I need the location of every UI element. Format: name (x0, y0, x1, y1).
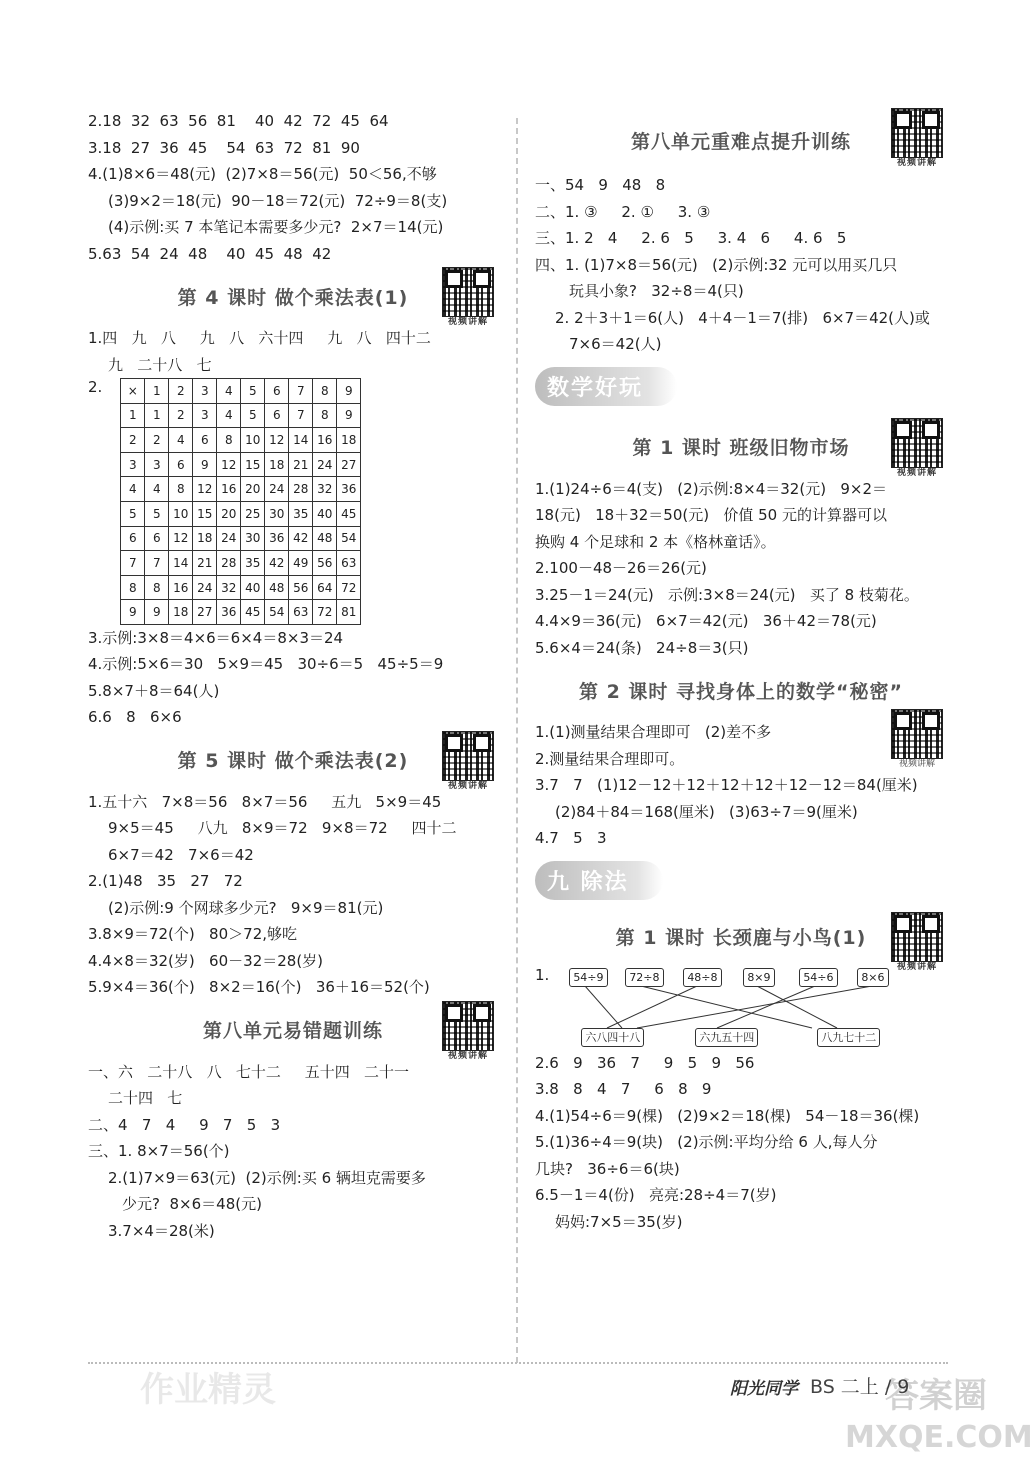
table-cell: 8 (313, 379, 337, 404)
table-cell: 10 (241, 428, 265, 453)
answer-line: 2.100－48－26＝26(元) (535, 559, 707, 577)
match-box-top: 72÷8 (625, 968, 663, 987)
answer-line: 一、六 二十八 八 七十二 五十四 二十一 (88, 1062, 410, 1081)
table-cell: 32 (217, 575, 241, 600)
table-cell: 63 (289, 600, 313, 625)
table-cell: 63 (337, 551, 361, 576)
section-heading-lesson4 (88, 267, 498, 325)
banner-title: 数学好玩 (535, 367, 677, 406)
qr-code-icon[interactable] (442, 1001, 494, 1061)
qr-label: 视频讲解 (896, 961, 937, 972)
table-cell: 4 (217, 379, 241, 404)
answer-line: 3.18 27 36 45 54 63 72 81 90 (88, 138, 360, 157)
table-cell: 42 (265, 551, 289, 576)
table-cell: 4 (145, 477, 169, 502)
match-line (585, 986, 622, 1028)
answer-line: 1.(1)测量结果合理即可 (2)差不多 (535, 723, 772, 741)
section-heading-fun1 (535, 418, 947, 476)
answer-line: 换购 4 个足球和 2 本《格林童话》。 (535, 532, 776, 551)
table-cell: 30 (265, 501, 289, 526)
section-title: 第八单元重难点提升训练 (630, 130, 851, 153)
table-row (121, 379, 361, 404)
answer-line: 二十四 七 (108, 1089, 183, 1108)
table-cell: 6 (265, 403, 289, 428)
table-row (121, 501, 361, 526)
table-row (121, 403, 361, 428)
table-row (121, 551, 361, 576)
answer-line: 5.8×7＋8＝64(人) (88, 681, 220, 700)
answer-line: (4)示例:买 7 本笔记本需要多少元? 2×7＝14(元) (108, 218, 444, 236)
table-cell: 18 (265, 452, 289, 477)
answer-line: 4.7 5 3 (535, 829, 607, 847)
fun2-answers (535, 719, 947, 852)
section-title: 第 2 课时 寻找身体上的数学“秘密” (578, 680, 904, 703)
match-line (637, 986, 872, 1028)
answer-line: (3)9×2＝18(元) 90－18＝72(元) 72÷9＝8(支) (108, 191, 448, 210)
table-cell: 40 (241, 575, 265, 600)
table-cell: 5 (145, 501, 169, 526)
table-cell: 27 (337, 452, 361, 477)
matching-question (535, 962, 947, 1050)
table-cell: 6 (145, 526, 169, 551)
multiplication-table-block (88, 378, 498, 625)
banner-title: 九 除法 (535, 861, 663, 900)
answer-line: 少元? 8×6＝48(元) (122, 1195, 262, 1214)
answer-line: 6.6 8 6×6 (88, 708, 182, 727)
match-box-bottom: 八九七十二 (817, 1028, 880, 1047)
table-cell: 12 (217, 452, 241, 477)
table-cell: 36 (337, 477, 361, 502)
table-cell: 2 (169, 403, 193, 428)
table-cell: 7 (121, 551, 145, 576)
answer-line: 二、1. ③ 2. ① 3. ③ (535, 202, 711, 221)
table-cell: 24 (217, 526, 241, 551)
section-title: 第 1 课时 班级旧物市场 (632, 437, 850, 459)
answer-line: 3.8×9＝72(个) 80＞72,够吃 (88, 925, 298, 944)
qr-label: 视频讲解 (447, 780, 488, 791)
match-line (757, 986, 837, 1028)
table-cell: 10 (169, 501, 193, 526)
qr-label: 视频讲解 (896, 467, 937, 478)
table-cell: 8 (145, 575, 169, 600)
table-cell: 48 (313, 526, 337, 551)
table-cell: 30 (241, 526, 265, 551)
answer-line: 九 二十八 七 (108, 355, 212, 374)
table-cell: 21 (289, 452, 313, 477)
answer-line: 3.示例:3×8＝4×6＝6×4＝8×3＝24 (88, 628, 344, 647)
qr-code-icon[interactable] (891, 912, 943, 972)
table-cell: 6 (265, 379, 289, 404)
table-cell: 8 (313, 403, 337, 428)
table-cell: 1 (145, 379, 169, 404)
section-banner-division (535, 856, 947, 906)
table-cell: 7 (289, 403, 313, 428)
match-line (607, 986, 697, 1028)
table-cell: 14 (289, 428, 313, 453)
table-cell: 28 (289, 477, 313, 502)
table-row (121, 526, 361, 551)
match-box-top: 8×9 (743, 968, 774, 987)
table-cell: 24 (313, 452, 337, 477)
table-cell: 12 (265, 428, 289, 453)
table-cell: 20 (241, 477, 265, 502)
match-box-bottom: 六九五十四 (695, 1028, 758, 1047)
table-cell: 54 (337, 526, 361, 551)
table-cell: 16 (217, 477, 241, 502)
table-cell: 54 (265, 600, 289, 625)
match-box-bottom: 六八四十八 (581, 1028, 644, 1047)
page-number: BS 二上 / 9 (810, 1376, 910, 1398)
table-cell: 3 (193, 403, 217, 428)
answer-line: 1.(1)24÷6＝4(支) (2)示例:8×4＝32(元) 9×2＝ (535, 479, 888, 498)
table-cell: 2 (121, 428, 145, 453)
table-cell: 45 (241, 600, 265, 625)
answer-line: 玩具小象? 32÷8＝4(只) (569, 282, 744, 300)
qr-code-icon[interactable] (891, 709, 943, 769)
qr-label: 视频讲解 (447, 1050, 488, 1061)
table-cell: 42 (289, 526, 313, 551)
table-cell: 56 (289, 575, 313, 600)
table-cell: 64 (313, 575, 337, 600)
answer-line: 3.7 7 (1)12－12＋12＋12＋12＋12－12＝84(厘米) (535, 776, 918, 794)
answer-line: 2. 2＋3＋1＝6(人) 4＋4－1＝7(排) 6×7＝42(人)或 (555, 308, 930, 327)
table-cell: 2 (169, 379, 193, 404)
table-cell: 72 (313, 600, 337, 625)
table-cell: 18 (193, 526, 217, 551)
answer-line: 3.25－1＝24(元) 示例:3×8＝24(元) 买了 8 枝菊花。 (535, 585, 919, 604)
table-cell: 56 (313, 551, 337, 576)
question-number: 2. (88, 378, 103, 396)
table-cell: 25 (241, 501, 265, 526)
table-cell: 3 (193, 379, 217, 404)
section-title: 第 5 课时 做个乘法表(2) (177, 750, 409, 773)
table-cell: 9 (121, 600, 145, 625)
answer-line: 4.(1)54÷6＝9(棵) (2)9×2＝18(棵) 54－18＝36(棵) (535, 1106, 920, 1125)
column-divider (516, 118, 518, 1363)
table-cell: × (121, 379, 145, 404)
answer-line: 2.(1)7×9＝63(元) (2)示例:买 6 辆坦克需要多 (108, 1168, 426, 1187)
section-title: 第 4 课时 做个乘法表(1) (177, 286, 409, 309)
table-row (121, 452, 361, 477)
answer-line: 四、1. (1)7×8＝56(元) (2)示例:32 元可以用买几只 (535, 255, 898, 274)
table-cell: 6 (121, 526, 145, 551)
answer-line: 几块? 36÷6＝6(块) (535, 1159, 680, 1178)
answer-line: 5.63 54 24 48 40 45 48 42 (88, 244, 332, 263)
table-cell: 16 (313, 428, 337, 453)
table-cell: 5 (121, 501, 145, 526)
table-cell: 72 (337, 575, 361, 600)
table-cell: 1 (121, 403, 145, 428)
table-cell: 4 (217, 403, 241, 428)
table-cell: 15 (241, 452, 265, 477)
section-banner-fun (535, 362, 947, 412)
answer-line: 4.4×8＝32(岁) 60－32＝28(岁) (88, 951, 324, 970)
watermark: 作业精灵 (140, 1370, 276, 1410)
qr-label: 视频讲解 (898, 759, 935, 769)
table-cell: 3 (145, 452, 169, 477)
section-heading-fun2 (535, 661, 947, 719)
watermark: MXQE.COM (845, 1420, 1033, 1455)
table-cell: 36 (265, 526, 289, 551)
table-cell: 12 (193, 477, 217, 502)
watermark: 答案圈 (885, 1376, 987, 1416)
table-cell: 2 (145, 428, 169, 453)
table-cell: 18 (169, 600, 193, 625)
table-cell: 24 (193, 575, 217, 600)
brand-logo: 阳光同学 (730, 1379, 798, 1399)
left-column (88, 108, 498, 1244)
qr-label: 视频讲解 (447, 317, 488, 327)
answer-line: 4.(1)8×6＝48(元) (2)7×8＝56(元) 50＜56,不够 (88, 165, 437, 183)
answer-line: 2.(1)48 35 27 72 (88, 872, 243, 891)
answer-line: 7×6＝42(人) (569, 335, 662, 353)
answer-line: 三、1. 2 4 2. 6 5 3. 4 6 4. 6 5 (535, 229, 847, 247)
table-cell: 20 (217, 501, 241, 526)
answer-line: 1.五十六 7×8＝56 8×7＝56 五九 5×9＝45 (88, 792, 442, 811)
answer-line: 18(元) 18＋32＝50(元) 价值 50 元的计算器可以 (535, 506, 887, 524)
table-cell: 1 (145, 403, 169, 428)
table-cell: 21 (193, 551, 217, 576)
table-cell: 9 (337, 403, 361, 428)
section-heading-div1 (535, 912, 947, 972)
answer-line: 3.7×4＝28(米) (108, 1221, 215, 1240)
table-cell: 35 (241, 551, 265, 576)
table-cell: 7 (289, 379, 313, 404)
table-cell: 48 (265, 575, 289, 600)
table-row (121, 477, 361, 502)
answer-line: 2.18 32 63 56 81 40 42 72 45 64 (88, 112, 389, 130)
answer-line: 3.8 8 4 7 6 8 9 (535, 1080, 712, 1098)
match-line (717, 986, 815, 1028)
table-row (121, 600, 361, 625)
section-title: 第八单元易错题训练 (202, 1020, 383, 1043)
table-cell: 5 (241, 379, 265, 404)
answer-line: 4.示例:5×6＝30 5×9＝45 30÷6＝5 45÷5＝9 (88, 655, 444, 674)
table-cell: 6 (169, 452, 193, 477)
table-cell: 5 (241, 403, 265, 428)
answer-line: 二、4 7 4 9 7 5 3 (88, 1115, 281, 1134)
table-cell: 8 (121, 575, 145, 600)
matching-diagram (567, 964, 907, 1050)
qr-code-icon[interactable] (891, 108, 943, 168)
table-row (121, 428, 361, 453)
table-cell: 6 (193, 428, 217, 453)
match-box-top: 8×6 (857, 968, 888, 987)
table-cell: 18 (337, 428, 361, 453)
answer-line: (2)84＋84＝168(厘米) (3)63÷7＝9(厘米) (555, 802, 858, 821)
match-line (641, 986, 812, 1028)
right-column (535, 108, 947, 1235)
table-cell: 36 (217, 600, 241, 625)
answer-line: 4.4×9＝36(元) 6×7＝42(元) 36＋42＝78(元) (535, 612, 877, 630)
match-box-top: 54÷6 (799, 968, 837, 987)
match-box-top: 48÷8 (683, 968, 721, 987)
section-title: 第 1 课时 长颈鹿与小鸟(1) (615, 927, 867, 949)
table-cell: 45 (337, 501, 361, 526)
answer-line: 9×5＝45 八九 8×9＝72 9×8＝72 四十二 (108, 819, 457, 838)
table-cell: 40 (313, 501, 337, 526)
multiplication-table (120, 378, 361, 625)
table-cell: 8 (217, 428, 241, 453)
answer-line: 5.9×4＝36(个) 8×2＝16(个) 36＋16＝52(个) (88, 978, 430, 997)
table-cell: 4 (169, 428, 193, 453)
table-cell: 4 (121, 477, 145, 502)
answer-line: 5.6×4＝24(条) 24÷8＝3(只) (535, 638, 749, 657)
answer-line: 妈妈:7×5＝35(岁) (555, 1212, 683, 1231)
table-cell: 7 (145, 551, 169, 576)
answer-line: 2.6 9 36 7 9 5 9 56 (535, 1053, 755, 1072)
table-cell: 8 (169, 477, 193, 502)
answer-line: 1.四 九 八 九 八 六十四 九 八 四十二 (88, 329, 431, 347)
match-box-top: 54÷9 (569, 968, 607, 987)
table-cell: 24 (265, 477, 289, 502)
answer-line: 三、1. 8×7＝56(个) (88, 1142, 230, 1161)
table-cell: 35 (289, 501, 313, 526)
table-cell: 49 (289, 551, 313, 576)
question-number: 1. (535, 965, 550, 984)
answer-line: 5.(1)36÷4＝9(块) (2)示例:平均分给 6 人,每人分 (535, 1133, 878, 1151)
answer-line: 一、54 9 48 8 (535, 176, 666, 194)
answer-line: 6×7＝42 7×6＝42 (108, 845, 254, 864)
table-cell: 28 (217, 551, 241, 576)
table-cell: 9 (145, 600, 169, 625)
answer-line: 6.5－1＝4(份) 亮亮:28÷4＝7(岁) (535, 1186, 777, 1204)
table-cell: 3 (121, 452, 145, 477)
qr-label: 视频讲解 (896, 158, 937, 168)
table-cell: 81 (337, 600, 361, 625)
answer-line: (2)示例:9 个网球多少元? 9×9＝81(元) (108, 898, 384, 917)
table-cell: 27 (193, 600, 217, 625)
section-heading-errors (88, 1001, 498, 1059)
section-heading-lesson5 (88, 731, 498, 789)
table-cell: 14 (169, 551, 193, 576)
table-cell: 9 (337, 379, 361, 404)
answer-line: 2.测量结果合理即可。 (535, 749, 685, 768)
qr-code-icon[interactable] (442, 731, 494, 791)
qr-code-icon[interactable] (442, 267, 494, 327)
table-cell: 15 (193, 501, 217, 526)
table-cell: 16 (169, 575, 193, 600)
section-heading-unit8 (535, 108, 947, 172)
table-row (121, 575, 361, 600)
table-cell: 12 (169, 526, 193, 551)
table-cell: 9 (193, 452, 217, 477)
table-cell: 32 (313, 477, 337, 502)
qr-code-icon[interactable] (891, 418, 943, 478)
